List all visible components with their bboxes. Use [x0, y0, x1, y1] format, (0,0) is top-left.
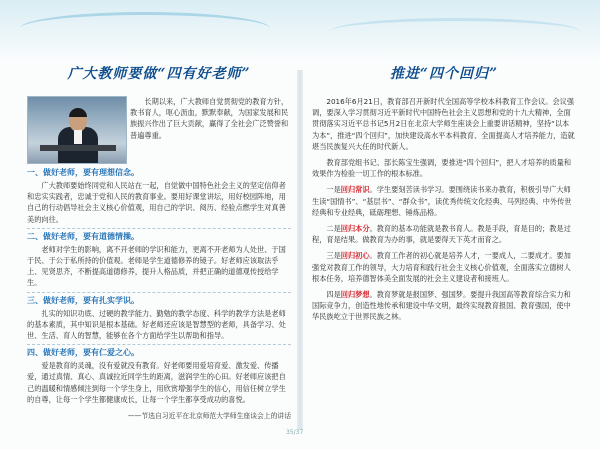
- return-item: 一是回归常识。学生要刻苦读书学习。要围绕读书来办教育，积极引导广大师生读“国情书”、“基层书”、“群众书”，读优秀传统文化经典、马列经典、中外传世经典和专业经典，砥砺理想、锤炼品格。: [312, 185, 572, 217]
- divider: [27, 344, 291, 345]
- source-quote: ——节选自习近平在北京师范大学师生座谈会上的讲话: [127, 412, 291, 421]
- minister-paragraph: 教育部党组书记、部长陈宝生强调，要推进“四个回归”，把人才培养的质量和效果作为检验一切工作的根本标准。: [312, 158, 572, 179]
- intro-paragraph: 2016年6月21日，教育部召开新时代全国高等学校本科教育工作会议。会议强调，要深入学习贯彻习近平新时代中国特色社会主义思想和党的十九大精神，全面贯彻落实习近平总书记5月2日在北京大学师生座谈会上重要讲话精神，坚持“以本为本”，推进“四个回归”，加快建设高水平本科教育、全面提高人才培养能力，造就堪当民族复兴大任的时代新人。: [312, 97, 575, 151]
- lead-paragraph: [130, 96, 291, 141]
- divider: [27, 292, 291, 293]
- right-title: 推进“四个回归”: [389, 66, 499, 82]
- divider: [27, 228, 291, 229]
- return-item: 四是回归梦想。教育梦就是报国梦、强国梦。要提升我国高等教育综合实力和国际竞争力，创造性地传承和建设中华文明，最终实现教育报国、教育强国，使中华民族屹立于世界民族之林。: [312, 290, 571, 322]
- lead-block: [27, 96, 291, 165]
- section-body: 老师对学生的影响，离不开老师的学识和能力，更离不开老师为人处世、于国于民、于公于私所持的价值观。老师是学生道德修养的镜子。好老师应该取法乎上、见贤思齐，不断提高道德修养，提升人格品质，并把正确的道德观传授给学生。: [27, 244, 286, 288]
- page-number: 35/37: [286, 429, 304, 436]
- section-heading: 四、做好老师，要有仁爱之心。: [27, 348, 139, 358]
- section-heading: 二、做好老师，要有道德情操。: [27, 231, 139, 241]
- section-heading: 一、做好老师，要有理想信念。: [27, 168, 139, 177]
- return-key: 回归本分: [340, 224, 370, 234]
- lead-text: 长期以来，广大教师自觉贯彻党的教育方针，教书育人，呕心沥血，默默奉献，为国家发展和民族振兴作出了巨大贡献，赢得了全社会广泛赞誉和普遍尊重。: [130, 97, 289, 140]
- decorative-swoosh: [330, 18, 580, 45]
- section-heading: 三、做好老师，要有扎实学识。: [27, 295, 139, 305]
- section-body: 爱是教育的灵魂，没有爱就没有教育。好老师要用爱培育爱、激发爱、传播爱，通过真情、真心、真诚拉近同学生的距离，滋润学生的心田。好老师应该把自己的温暖和情感倾注到每一个学生身上，用欣赏增强学生的信心，用信任树立学生的自尊，让每一个学生都健康成长，让每一个学生都享受成功的喜悦。: [27, 361, 286, 404]
- decorative-swoosh: [20, 12, 270, 45]
- return-key: 回归常识: [340, 185, 370, 195]
- section-body: 广大教师要始终同党和人民站在一起，自觉做中国特色社会主义的坚定信仰者和忠实实践者，忠诚于党和人民的教育事业。要用好课堂讲坛，用好校园阵地，用自己的行动倡导社会主义核心价值观，用自己的学识、阅历、经验点燃学生对真善美的向往。: [27, 181, 286, 224]
- left-column: [27, 60, 291, 421]
- section-body: 扎实的知识功底、过硬的教学能力、勤勉的教学态度、科学的教学方法是老师的基本素质，其中知识是根本基础。好老师还应该是智慧型的老师，具备学习、处世、生活、育人的智慧，能够在各个方面给学生以帮助和指导。: [27, 308, 286, 341]
- return-item: 二是回归本分。教育的基本功能就是教书育人。教是手段，育是目的；教是过程，育是结果。做教育为办的事，就是要得天下英才而育之。: [312, 224, 571, 245]
- return-key: 回归梦想: [340, 290, 370, 300]
- header-band: [0, 0, 600, 62]
- page-gutter: [297, 70, 303, 430]
- return-item: 三是回归初心。教育工作者的初心就是培养人才，一要成人，二要成才。要加强党对教育工作的领导，大力培育和践行社会主义核心价值观，全面落实立德树人根本任务，培养德智体美全面发展的社会主义建设者和接班人。: [312, 251, 571, 283]
- speaker-photo: [27, 96, 127, 164]
- right-column: [312, 60, 576, 328]
- left-title: 广大教师要做“四有好老师”: [67, 66, 251, 82]
- return-key: 回归初心: [340, 251, 370, 261]
